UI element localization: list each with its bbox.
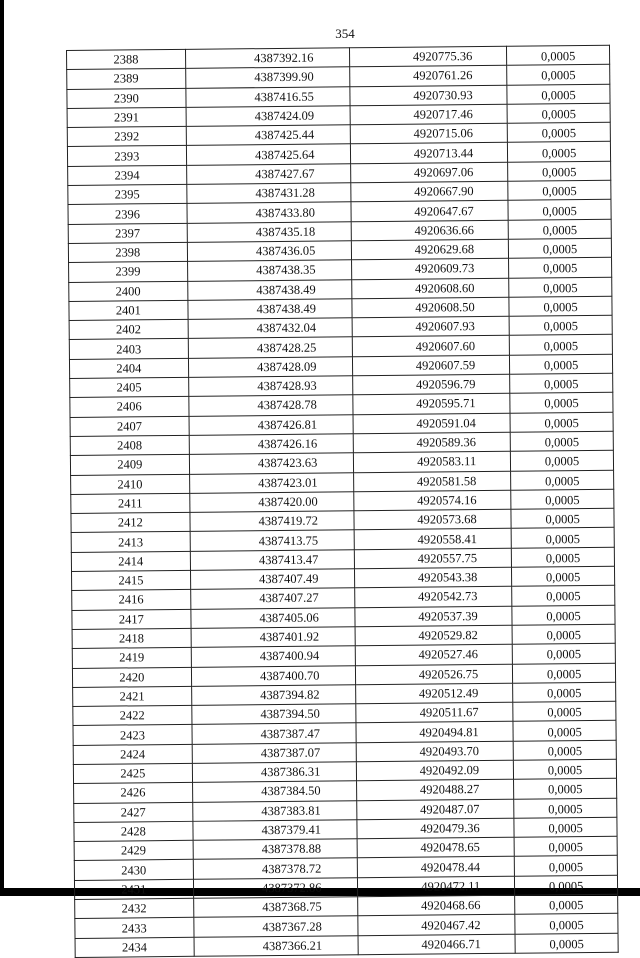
point-number-cell: 2401 — [69, 300, 188, 320]
point-number-cell: 2413 — [71, 532, 190, 552]
y-coordinate-cell: 4920527.46 — [356, 644, 513, 665]
point-number-cell: 2396 — [68, 204, 187, 224]
x-coordinate-cell: 4387399.90 — [185, 67, 350, 88]
y-coordinate-cell: 4920717.46 — [350, 104, 507, 125]
accuracy-cell: 0,0005 — [513, 701, 616, 721]
accuracy-cell: 0,0005 — [509, 238, 612, 258]
accuracy-cell: 0,0005 — [507, 45, 610, 65]
x-coordinate-cell: 4387435.18 — [187, 221, 352, 242]
accuracy-cell: 0,0005 — [513, 663, 616, 683]
x-coordinate-cell: 4387386.31 — [192, 762, 357, 783]
y-coordinate-cell: 4920487.07 — [357, 799, 514, 820]
point-number-cell: 2389 — [67, 69, 186, 89]
accuracy-cell: 0,0005 — [509, 258, 612, 278]
point-number-cell: 2423 — [73, 725, 192, 745]
accuracy-cell: 0,0005 — [509, 335, 612, 355]
point-number-cell: 2391 — [67, 107, 186, 127]
x-coordinate-cell: 4387387.07 — [192, 742, 357, 763]
x-coordinate-cell: 4387378.72 — [193, 858, 358, 879]
point-number-cell: 2409 — [70, 455, 189, 475]
x-coordinate-cell: 4387407.49 — [190, 569, 355, 590]
point-number-cell: 2416 — [72, 590, 191, 610]
y-coordinate-cell: 4920608.50 — [352, 297, 509, 318]
point-number-cell: 2424 — [73, 744, 192, 764]
accuracy-cell: 0,0005 — [510, 354, 613, 374]
x-coordinate-cell: 4387413.75 — [190, 530, 355, 551]
accuracy-cell: 0,0005 — [510, 431, 613, 451]
accuracy-cell: 0,0005 — [512, 547, 615, 567]
y-coordinate-cell: 4920581.58 — [354, 471, 511, 492]
point-number-cell: 2419 — [72, 648, 191, 668]
point-number-cell: 2394 — [68, 165, 187, 185]
scan-border-left — [0, 0, 4, 896]
point-number-cell: 2402 — [69, 319, 188, 339]
point-number-cell: 2390 — [67, 88, 186, 108]
x-coordinate-cell: 4387433.80 — [187, 202, 352, 223]
point-number-cell: 2406 — [70, 397, 189, 417]
x-coordinate-cell: 4387436.05 — [187, 241, 352, 262]
accuracy-cell: 0,0005 — [512, 586, 615, 606]
y-coordinate-cell: 4920595.71 — [353, 394, 510, 415]
accuracy-cell: 0,0005 — [512, 566, 615, 586]
y-coordinate-cell: 4920583.11 — [354, 451, 511, 472]
y-coordinate-cell: 4920472.11 — [358, 876, 515, 897]
accuracy-cell: 0,0005 — [507, 122, 610, 142]
point-number-cell: 2421 — [73, 686, 192, 706]
point-number-cell: 2429 — [74, 840, 193, 860]
x-coordinate-cell: 4387378.88 — [193, 839, 358, 860]
accuracy-cell: 0,0005 — [507, 65, 610, 85]
x-coordinate-cell: 4387367.28 — [194, 916, 359, 937]
point-number-cell: 2408 — [70, 435, 189, 455]
accuracy-cell: 0,0005 — [511, 450, 614, 470]
point-number-cell: 2434 — [75, 937, 194, 957]
y-coordinate-cell: 4920629.68 — [352, 239, 509, 260]
x-coordinate-cell: 4387428.09 — [188, 357, 353, 378]
accuracy-cell: 0,0005 — [508, 180, 611, 200]
y-coordinate-cell: 4920512.49 — [356, 683, 513, 704]
accuracy-cell: 0,0005 — [511, 489, 614, 509]
x-coordinate-cell: 4387392.16 — [185, 48, 350, 69]
x-coordinate-cell: 4387387.47 — [192, 723, 357, 744]
table-row — [75, 933, 618, 958]
y-coordinate-cell: 4920596.79 — [353, 374, 510, 395]
accuracy-cell: 0,0005 — [511, 470, 614, 490]
point-number-cell: 2420 — [72, 667, 191, 687]
x-coordinate-cell: 4387423.01 — [189, 472, 354, 493]
accuracy-cell: 0,0005 — [507, 84, 610, 104]
x-coordinate-cell: 4387413.47 — [190, 549, 355, 570]
y-coordinate-cell: 4920494.81 — [356, 722, 513, 743]
point-number-cell: 2410 — [71, 474, 190, 494]
y-coordinate-cell: 4920529.82 — [355, 625, 512, 646]
y-coordinate-cell: 4920542.73 — [355, 587, 512, 608]
accuracy-cell: 0,0005 — [515, 875, 618, 895]
point-number-cell: 2432 — [75, 898, 194, 918]
y-coordinate-cell: 4920479.36 — [357, 818, 514, 839]
x-coordinate-cell: 4387416.55 — [186, 86, 351, 107]
accuracy-cell: 0,0005 — [515, 933, 618, 953]
point-number-cell: 2393 — [67, 146, 186, 166]
y-coordinate-cell: 4920667.90 — [351, 181, 508, 202]
x-coordinate-cell: 4387383.81 — [192, 800, 357, 821]
point-number-cell: 2426 — [74, 783, 193, 803]
x-coordinate-cell: 4387428.78 — [189, 395, 354, 416]
y-coordinate-cell: 4920573.68 — [354, 509, 511, 530]
y-coordinate-cell: 4920647.67 — [351, 201, 508, 222]
point-number-cell: 2415 — [72, 570, 191, 590]
x-coordinate-cell: 4387424.09 — [186, 106, 351, 127]
y-coordinate-cell: 4920761.26 — [350, 66, 507, 87]
y-coordinate-cell: 4920574.16 — [354, 490, 511, 511]
point-number-cell: 2418 — [72, 628, 191, 648]
y-coordinate-cell: 4920609.73 — [352, 259, 509, 280]
x-coordinate-cell: 4387394.50 — [191, 704, 356, 725]
x-coordinate-cell: 4387428.93 — [188, 376, 353, 397]
accuracy-cell: 0,0005 — [514, 836, 617, 856]
accuracy-cell: 0,0005 — [507, 103, 610, 123]
accuracy-cell: 0,0005 — [508, 142, 611, 162]
y-coordinate-cell: 4920488.27 — [357, 780, 514, 801]
coordinates-table-body — [67, 45, 619, 957]
y-coordinate-cell: 4920697.06 — [351, 162, 508, 183]
point-number-cell: 2431 — [74, 879, 193, 899]
point-number-cell: 2392 — [67, 127, 186, 147]
y-coordinate-cell: 4920589.36 — [354, 432, 511, 453]
x-coordinate-cell: 4387368.75 — [193, 897, 358, 918]
x-coordinate-cell: 4387400.94 — [191, 646, 356, 667]
point-number-cell: 2428 — [74, 821, 193, 841]
point-number-cell: 2397 — [68, 223, 187, 243]
accuracy-cell: 0,0005 — [509, 296, 612, 316]
y-coordinate-cell: 4920493.70 — [357, 741, 514, 762]
x-coordinate-cell: 4387407.27 — [190, 588, 355, 609]
point-number-cell: 2388 — [67, 49, 186, 69]
y-coordinate-cell: 4920478.65 — [358, 837, 515, 858]
point-number-cell: 2414 — [71, 551, 190, 571]
x-coordinate-cell: 4387438.35 — [187, 260, 352, 281]
x-coordinate-cell: 4387427.67 — [186, 164, 351, 185]
accuracy-cell: 0,0005 — [510, 373, 613, 393]
y-coordinate-cell: 4920591.04 — [353, 413, 510, 434]
accuracy-cell: 0,0005 — [511, 528, 614, 548]
accuracy-cell: 0,0005 — [510, 412, 613, 432]
point-number-cell: 2400 — [69, 281, 188, 301]
y-coordinate-cell: 4920713.44 — [351, 143, 508, 164]
accuracy-cell: 0,0005 — [512, 643, 615, 663]
point-number-cell: 2422 — [73, 705, 192, 725]
accuracy-cell: 0,0005 — [508, 161, 611, 181]
x-coordinate-cell: 4387432.04 — [188, 318, 353, 339]
accuracy-cell: 0,0005 — [513, 740, 616, 760]
y-coordinate-cell: 4920468.66 — [358, 895, 515, 916]
accuracy-cell: 0,0005 — [509, 315, 612, 335]
accuracy-cell: 0,0005 — [514, 759, 617, 779]
y-coordinate-cell: 4920511.67 — [356, 702, 513, 723]
y-coordinate-cell: 4920636.66 — [352, 220, 509, 241]
accuracy-cell: 0,0005 — [515, 894, 618, 914]
point-number-cell: 2427 — [74, 802, 193, 822]
x-coordinate-cell: 4387425.64 — [186, 144, 351, 165]
y-coordinate-cell: 4920492.09 — [357, 760, 514, 781]
y-coordinate-cell: 4920466.71 — [358, 934, 515, 955]
point-number-cell: 2403 — [69, 339, 188, 359]
y-coordinate-cell: 4920730.93 — [350, 85, 507, 106]
point-number-cell: 2407 — [70, 416, 189, 436]
point-number-cell: 2395 — [68, 184, 187, 204]
y-coordinate-cell: 4920775.36 — [350, 46, 507, 67]
accuracy-cell: 0,0005 — [514, 779, 617, 799]
x-coordinate-cell: 4387400.70 — [191, 665, 356, 686]
x-coordinate-cell: 4387366.21 — [194, 935, 359, 956]
x-coordinate-cell: 4387379.41 — [193, 820, 358, 841]
y-coordinate-cell: 4920608.60 — [352, 278, 509, 299]
x-coordinate-cell: 4387405.06 — [191, 607, 356, 628]
y-coordinate-cell: 4920558.41 — [355, 529, 512, 550]
x-coordinate-cell: 4387420.00 — [189, 492, 354, 513]
x-coordinate-cell: 4387419.72 — [190, 511, 355, 532]
x-coordinate-cell: 4387384.50 — [192, 781, 357, 802]
accuracy-cell: 0,0005 — [514, 798, 617, 818]
x-coordinate-cell: 4387425.44 — [186, 125, 351, 146]
y-coordinate-cell: 4920543.38 — [355, 567, 512, 588]
y-coordinate-cell: 4920467.42 — [358, 915, 515, 936]
y-coordinate-cell: 4920715.06 — [351, 123, 508, 144]
point-number-cell: 2433 — [75, 918, 194, 938]
point-number-cell: 2430 — [74, 860, 193, 880]
accuracy-cell: 0,0005 — [514, 856, 617, 876]
y-coordinate-cell: 4920526.75 — [356, 664, 513, 685]
point-number-cell: 2425 — [73, 763, 192, 783]
coordinates-table — [66, 45, 619, 958]
accuracy-cell: 0,0005 — [510, 393, 613, 413]
accuracy-cell: 0,0005 — [513, 682, 616, 702]
accuracy-cell: 0,0005 — [513, 721, 616, 741]
point-number-cell: 2404 — [69, 358, 188, 378]
y-coordinate-cell: 4920607.60 — [353, 336, 510, 357]
x-coordinate-cell: 4387401.92 — [191, 627, 356, 648]
accuracy-cell: 0,0005 — [512, 605, 615, 625]
accuracy-cell: 0,0005 — [509, 277, 612, 297]
accuracy-cell: 0,0005 — [508, 219, 611, 239]
y-coordinate-cell: 4920607.93 — [353, 316, 510, 337]
x-coordinate-cell: 4387438.49 — [187, 279, 352, 300]
y-coordinate-cell: 4920607.59 — [353, 355, 510, 376]
x-coordinate-cell: 4387428.25 — [188, 337, 353, 358]
x-coordinate-cell: 4387426.16 — [189, 434, 354, 455]
x-coordinate-cell: 4387394.82 — [191, 685, 356, 706]
x-coordinate-cell: 4387426.81 — [189, 414, 354, 435]
x-coordinate-cell: 4387423.63 — [189, 453, 354, 474]
point-number-cell: 2417 — [72, 609, 191, 629]
y-coordinate-cell: 4920478.44 — [358, 857, 515, 878]
point-number-cell: 2412 — [71, 512, 190, 532]
x-coordinate-cell: 4387372.86 — [193, 878, 358, 899]
point-number-cell: 2398 — [68, 242, 187, 262]
accuracy-cell: 0,0005 — [514, 817, 617, 837]
page-number: 354 — [335, 26, 355, 41]
x-coordinate-cell: 4387431.28 — [186, 183, 351, 204]
accuracy-cell: 0,0005 — [511, 508, 614, 528]
point-number-cell: 2411 — [71, 493, 190, 513]
accuracy-cell: 0,0005 — [508, 200, 611, 220]
point-number-cell: 2405 — [70, 377, 189, 397]
accuracy-cell: 0,0005 — [515, 914, 618, 934]
y-coordinate-cell: 4920537.39 — [355, 606, 512, 627]
y-coordinate-cell: 4920557.75 — [355, 548, 512, 569]
point-number-cell: 2399 — [69, 262, 188, 282]
accuracy-cell: 0,0005 — [512, 624, 615, 644]
x-coordinate-cell: 4387438.49 — [188, 299, 353, 320]
